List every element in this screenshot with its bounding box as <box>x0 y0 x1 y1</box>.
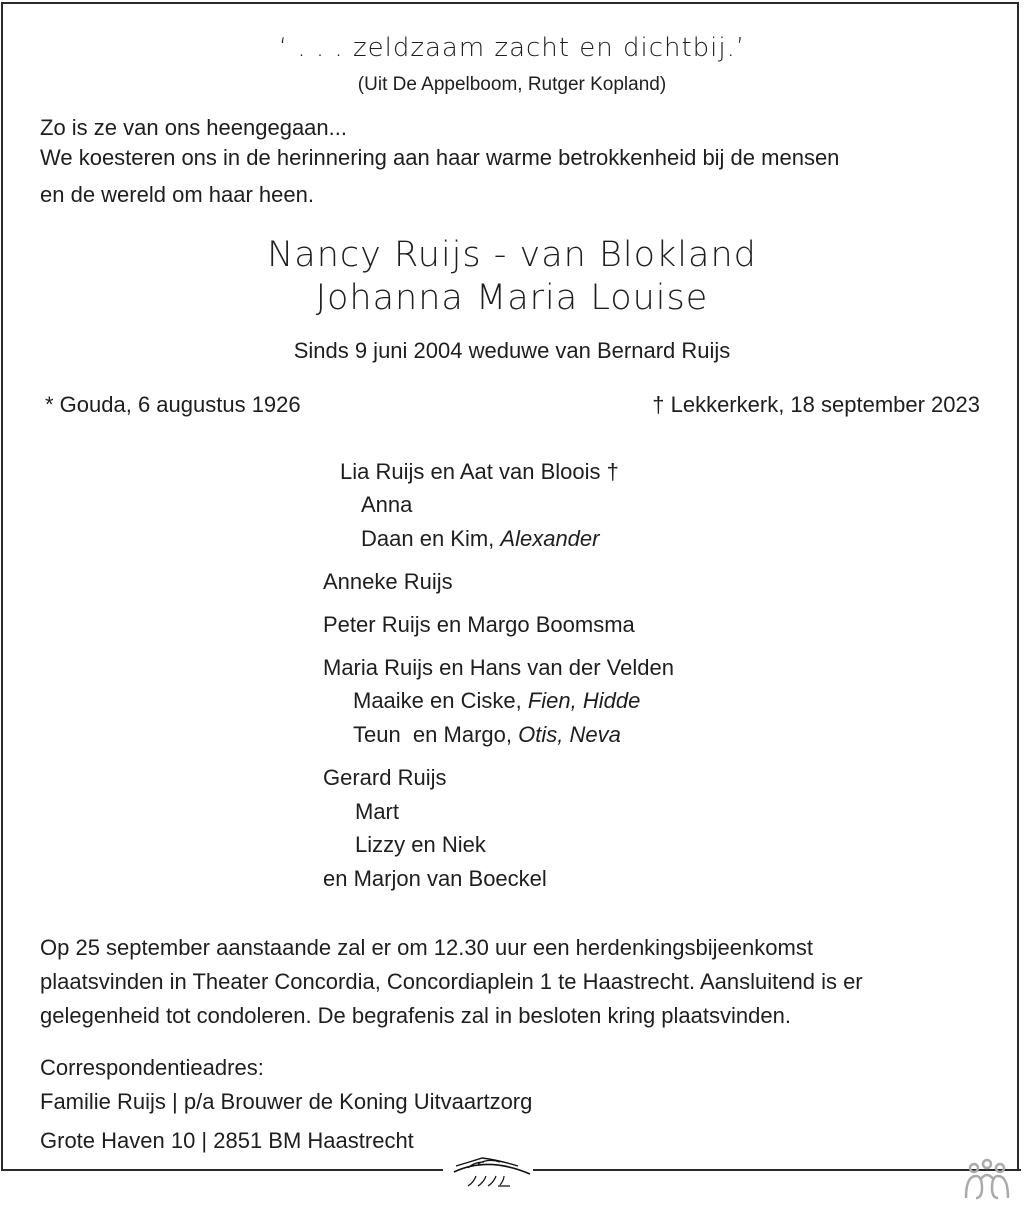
correspondence-label: Correspondentieadres: <box>40 1055 264 1080</box>
deceased-name: Nancy Ruijs - van Blokland <box>267 235 757 275</box>
quote-source: (Uit De Appelboom, Rutger Kopland) <box>357 74 667 95</box>
family-member: Anna <box>361 492 413 517</box>
death-info: † Lekkerkerk, 18 september 2023 <box>652 392 980 417</box>
family-member: Lia Ruijs en Aat van Bloois † <box>340 459 619 484</box>
family-logo-icon <box>962 1158 1012 1200</box>
family-member-name: Maaike en Ciske, <box>353 688 528 713</box>
grandchildren: Alexander <box>500 526 600 551</box>
ceremony-line: plaatsvinden in Theater Concordia, Concordiaplein 1 te Haastrecht. Aansluitend is er <box>40 969 863 994</box>
family-member <box>361 524 599 554</box>
family-member: Mart <box>355 799 399 824</box>
family-member: Lizzy en Niek <box>355 832 486 857</box>
family-member-name: Daan en Kim, <box>361 526 501 551</box>
birth-info: * Gouda, 6 augustus 1926 <box>45 392 301 417</box>
family-member: Gerard Ruijs <box>323 765 447 790</box>
ceremony-line: Op 25 september aanstaande zal er om 12.30 uur een herdenkingsbijeenkomst <box>40 935 813 960</box>
grandchildren: Otis, Neva <box>518 722 621 747</box>
intro-line: We koesteren ons in de herinnering aan haar warme betrokkenheid bij de mensen <box>40 145 840 170</box>
bottom-border-left <box>1 1169 443 1171</box>
family-member: en Marjon van Boeckel <box>323 866 547 891</box>
family-member-name: Teun en Margo, <box>353 722 519 747</box>
bottom-border-right <box>533 1169 1021 1171</box>
family-member: Peter Ruijs en Margo Boomsma <box>323 612 635 637</box>
deceased-given-names: Johanna Maria Louise <box>315 278 709 318</box>
ceremony-line: gelegenheid tot condoleren. De begrafenis zal in besloten kring plaatsvinden. <box>40 1003 791 1028</box>
intro-line: en de wereld om haar heen. <box>40 182 314 207</box>
family-member <box>353 686 640 716</box>
correspondence-line: Grote Haven 10 | 2851 BM Haastrecht <box>40 1128 414 1153</box>
widow-line: Sinds 9 juni 2004 weduwe van Bernard Ruijs <box>293 338 731 363</box>
correspondence-line: Familie Ruijs | p/a Brouwer de Koning Uitvaartzorg <box>40 1089 533 1114</box>
feather-icon <box>448 1152 532 1192</box>
family-member: Maria Ruijs en Hans van der Velden <box>323 655 674 680</box>
intro-line: Zo is ze van ons heengegaan... <box>40 115 347 140</box>
quote: ‘ . . . zeldzaam zacht en dichtbij.’ <box>278 33 746 63</box>
grandchildren: Fien, Hidde <box>527 688 641 713</box>
family-member: Anneke Ruijs <box>323 569 453 594</box>
family-member <box>353 720 621 750</box>
